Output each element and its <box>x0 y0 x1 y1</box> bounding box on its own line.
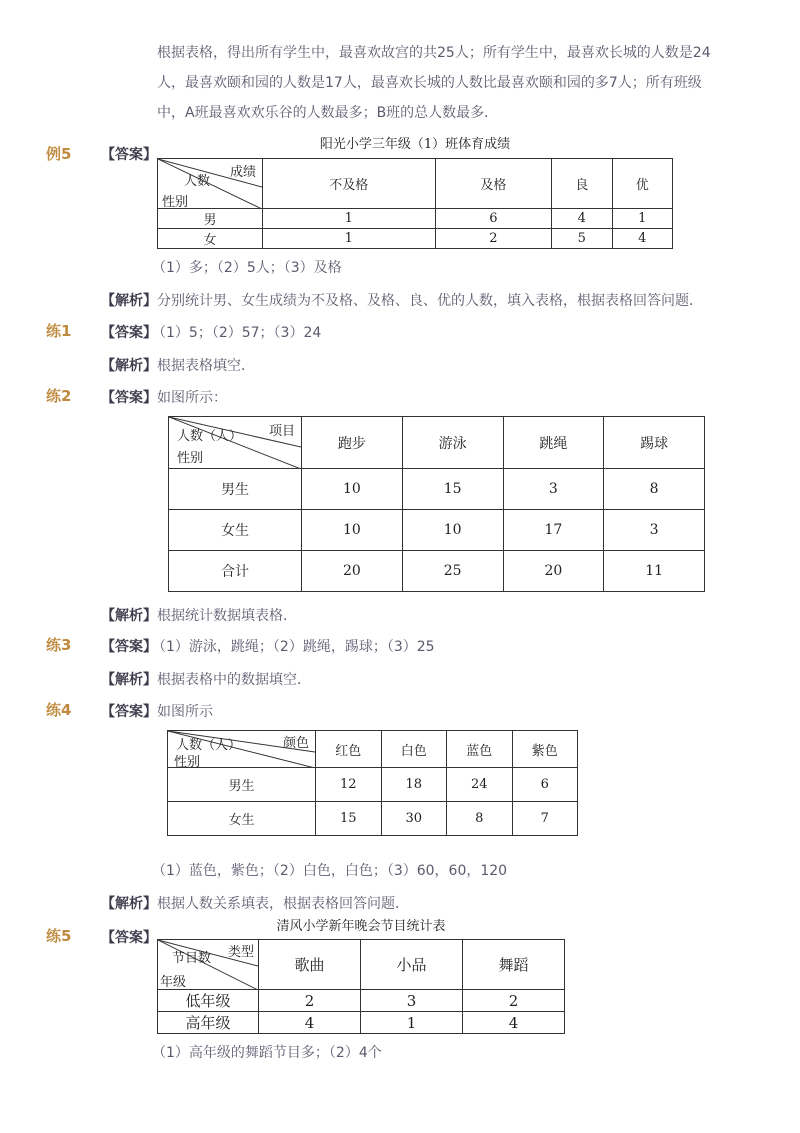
table-cell: 2 <box>259 990 361 1012</box>
table-cell: 8 <box>447 802 513 836</box>
table-row <box>168 768 578 802</box>
practice-2-analysis-tag: 【解析】 <box>101 608 157 624</box>
practice-4-analysis-tag: 【解析】 <box>101 896 157 912</box>
table-cell: 10 <box>302 469 403 510</box>
corner-mid-label: 人数（人） <box>176 738 242 753</box>
table-row <box>158 1012 565 1034</box>
table-cell: 4 <box>612 229 672 249</box>
column-header: 优 <box>612 159 672 209</box>
example-5-table-caption: 阳光小学三年级（1）班体育成绩 <box>319 137 511 152</box>
table-cell: 6 <box>435 209 552 229</box>
practice-4-answer-2: （1）蓝色，紫色；（2）白色，白色；（3）60，60，120 <box>152 863 508 879</box>
table-row <box>169 510 705 551</box>
table-row <box>168 802 578 836</box>
table-cell: 4 <box>552 209 612 229</box>
table-cell: 10 <box>402 510 503 551</box>
table-cell: 11 <box>604 551 705 592</box>
table-cell: 3 <box>604 510 705 551</box>
table-cell: 6 <box>512 768 578 802</box>
table-cell: 3 <box>361 990 463 1012</box>
column-header: 舞蹈 <box>463 940 565 990</box>
table-cell: 2 <box>463 990 565 1012</box>
practice-4-table <box>167 730 578 836</box>
row-header: 合计 <box>169 551 302 592</box>
table-row <box>169 551 705 592</box>
column-header: 跳绳 <box>503 417 604 469</box>
column-header: 游泳 <box>402 417 503 469</box>
table-row <box>169 469 705 510</box>
example-5-label: 例5 <box>46 145 72 163</box>
practice-1-analysis: 根据表格填空． <box>157 358 255 374</box>
table-cell: 8 <box>604 469 705 510</box>
practice-2-analysis: 根据统计数据填表格． <box>157 608 297 624</box>
column-header: 踢球 <box>604 417 705 469</box>
row-header: 低年级 <box>158 990 259 1012</box>
practice-4-analysis: 根据人数关系填表，根据表格回答问题． <box>157 896 409 912</box>
practice-5-table <box>157 939 565 1034</box>
corner-bottom-label: 性别 <box>177 451 204 466</box>
table-corner-header <box>169 417 302 469</box>
intro-line-1: 根据表格，得出所有学生中，最喜欢故宫的共25人；所有学生中，最喜欢长城的人数是24 <box>157 45 711 61</box>
corner-bottom-label: 性别 <box>162 195 189 210</box>
table-cell: 15 <box>316 802 382 836</box>
table-cell: 4 <box>259 1012 361 1034</box>
practice-2-label: 练2 <box>46 387 72 405</box>
practice-3-analysis-tag: 【解析】 <box>101 672 157 688</box>
table-cell: 10 <box>302 510 403 551</box>
row-header: 女 <box>158 229 263 249</box>
table-cell: 1 <box>612 209 672 229</box>
table-cell: 18 <box>381 768 447 802</box>
table-cell: 5 <box>552 229 612 249</box>
practice-2-answer-tag: 【答案】 <box>101 390 157 406</box>
intro-paragraph <box>157 38 757 128</box>
corner-top-label: 类型 <box>227 945 254 960</box>
table-cell: 30 <box>381 802 447 836</box>
row-header: 高年级 <box>158 1012 259 1034</box>
practice-4-answer-tag: 【答案】 <box>101 704 157 720</box>
column-header: 蓝色 <box>447 731 513 768</box>
practice-1-answer-tag: 【答案】 <box>101 325 157 341</box>
corner-top-label: 颜色 <box>282 736 309 751</box>
practice-4-label: 练4 <box>46 701 72 719</box>
intro-line-3: 中，A班最喜欢欢乐谷的人数最多；B班的总人数最多． <box>157 105 499 121</box>
row-header: 男 <box>158 209 263 229</box>
practice-3-analysis: 根据表格中的数据填空． <box>157 672 311 688</box>
corner-top-label: 成绩 <box>229 165 256 180</box>
practice-5-answer: （1）高年级的舞蹈节目多；（2）4个 <box>152 1045 382 1061</box>
corner-bottom-label: 年级 <box>160 975 187 990</box>
practice-1-analysis-tag: 【解析】 <box>101 358 157 374</box>
table-cell: 20 <box>503 551 604 592</box>
practice-1-label: 练1 <box>46 322 72 340</box>
row-header: 女生 <box>168 802 316 836</box>
row-header: 女生 <box>169 510 302 551</box>
practice-1-answer: （1）5；（2）57；（3）24 <box>152 325 322 341</box>
column-header: 白色 <box>381 731 447 768</box>
practice-5-answer-tag: 【答案】 <box>101 930 157 946</box>
table-cell: 2 <box>435 229 552 249</box>
table-cell: 12 <box>316 768 382 802</box>
practice-5-table-caption: 清风小学新年晚会节目统计表 <box>276 919 446 934</box>
practice-2-answer: 如图所示： <box>157 390 227 406</box>
row-header: 男生 <box>169 469 302 510</box>
practice-5-label: 练5 <box>46 927 72 945</box>
column-header: 歌曲 <box>259 940 361 990</box>
practice-3-answer: （1）游泳，跳绳；（2）跳绳，踢球；（3）25 <box>152 639 435 655</box>
example-5-analysis-tag: 【解析】 <box>101 293 157 309</box>
corner-top-label: 项目 <box>268 424 295 439</box>
corner-mid-label: 人数（人） <box>177 429 243 444</box>
column-header: 及格 <box>435 159 552 209</box>
table-cell: 17 <box>503 510 604 551</box>
table-row <box>158 990 565 1012</box>
intro-line-2: 人，最喜欢颐和园的人数是17人，最喜欢长城的人数比最喜欢颐和园的多7人；所有班级 <box>157 75 702 91</box>
corner-mid-label: 人数 <box>184 174 211 189</box>
example-5-answer: （1）多；（2）5人；（3）及格 <box>152 260 342 276</box>
table-corner-header <box>158 940 259 990</box>
table-row <box>158 209 673 229</box>
row-header: 男生 <box>168 768 316 802</box>
column-header: 小品 <box>361 940 463 990</box>
column-header: 不及格 <box>263 159 436 209</box>
table-cell: 20 <box>302 551 403 592</box>
example-5-table <box>157 158 673 249</box>
table-cell: 3 <box>503 469 604 510</box>
table-cell: 4 <box>463 1012 565 1034</box>
column-header: 紫色 <box>512 731 578 768</box>
table-cell: 1 <box>263 209 436 229</box>
example-5-answer-tag: 【答案】 <box>101 147 157 163</box>
example-5-analysis: 分别统计男、女生成绩为不及格、及格、良、优的人数，填入表格，根据表格回答问题． <box>157 293 703 309</box>
practice-3-answer-tag: 【答案】 <box>101 639 157 655</box>
table-row <box>158 229 673 249</box>
table-cell: 24 <box>447 768 513 802</box>
table-cell: 25 <box>402 551 503 592</box>
corner-mid-label: 节目数 <box>172 951 212 966</box>
table-cell: 7 <box>512 802 578 836</box>
table-corner-header <box>158 159 263 209</box>
practice-4-answer: 如图所示 <box>157 704 213 720</box>
table-cell: 1 <box>361 1012 463 1034</box>
table-cell: 1 <box>263 229 436 249</box>
column-header: 红色 <box>316 731 382 768</box>
practice-3-label: 练3 <box>46 636 72 654</box>
column-header: 良 <box>552 159 612 209</box>
table-cell: 15 <box>402 469 503 510</box>
table-corner-header <box>168 731 316 768</box>
practice-2-table <box>168 416 705 592</box>
column-header: 跑步 <box>302 417 403 469</box>
corner-bottom-label: 性别 <box>174 755 201 770</box>
